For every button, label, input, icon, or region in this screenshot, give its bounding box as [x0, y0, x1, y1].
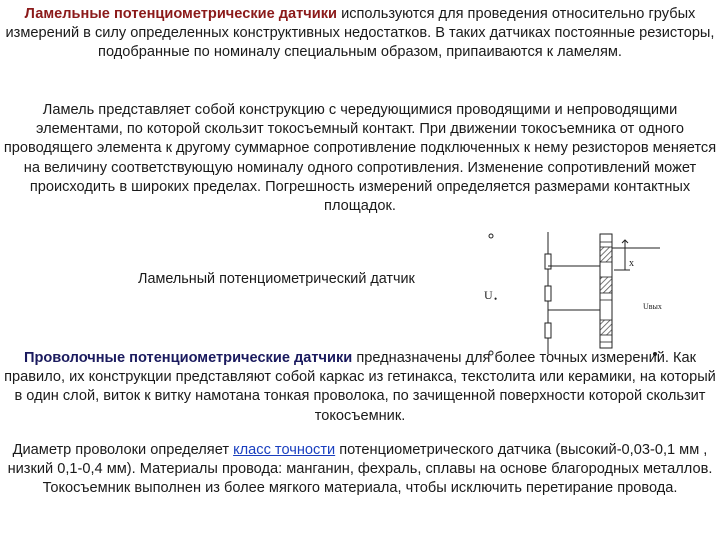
- figure-caption: Ламельный потенциометрический датчик: [138, 271, 415, 287]
- label-u: U: [484, 288, 493, 302]
- paragraph-wire-sensors-text: предназначены для более точных измерений. Как правило, их конструкции представляют собой каркас из гетинакса, текстолита или керамики, на который в один слой, виток к витку намотана тонкая проволока, по зачищенной поверхности которой скользит токосъемник.: [4, 350, 716, 424]
- accuracy-class-link[interactable]: класс точности: [233, 442, 336, 458]
- label-uout: Uвых: [643, 302, 662, 311]
- lamella-insulator-3: [600, 320, 612, 335]
- paragraph-lamel-description: Ламель представляет собой конструкцию с чередующимися проводящими и непроводящими элементами, по которой скользит токосъемный контакт. При движении токосъемника от одного проводящего элемента к другому суммарное сопротивление подключенных к нему резисторов меняется на величину соответствующую номиналу одного сопротивления. Изменение сопротивлений может происходить в широких пределах. Погрешность измерений определяется размерами контактных площадок.: [3, 102, 717, 215]
- paragraph-wire-sensors: [0, 349, 720, 426]
- resistor-2: [545, 286, 551, 301]
- resistor-1: [545, 254, 551, 269]
- label-x: x: [629, 258, 634, 269]
- resistor-3: [545, 323, 551, 338]
- term-wire-sensors: Проволочные потенциометрические датчики: [23, 350, 353, 366]
- lamellar-sensor-diagram: [470, 222, 680, 364]
- lamella-insulator-2: [600, 277, 612, 293]
- paragraph-wire-diameter-end: потенциометрического датчика (высокий-0,03-0,1 мм , низкий 0,1-0,4 мм). Материалы провода: манганин, фехраль, сплавы на основе благородных металлов. Токосъемник выполнен из более мягкого материала, чтобы исключить перетирание провода.: [7, 442, 713, 497]
- term-lamellar-sensors: Ламельные потенциометрические датчики: [24, 6, 338, 22]
- lamella-insulator-1: [600, 247, 612, 262]
- paragraph-wire-diameter: [0, 441, 720, 499]
- svg-text:•: •: [494, 294, 498, 304]
- paragraph-lamellar-intro: [0, 5, 720, 63]
- paragraph-wire-diameter-start: Диаметр проволоки определяет: [12, 442, 234, 458]
- paragraph-lamellar-intro-text: используются для проведения относительно грубых измерений в силу определенных конструктивных недостатков. В таких датчиках постоянные резисторы, подобранные по номиналу специальным образом, припаиваются к ламелям.: [5, 6, 715, 61]
- top-left-terminal: [489, 234, 493, 238]
